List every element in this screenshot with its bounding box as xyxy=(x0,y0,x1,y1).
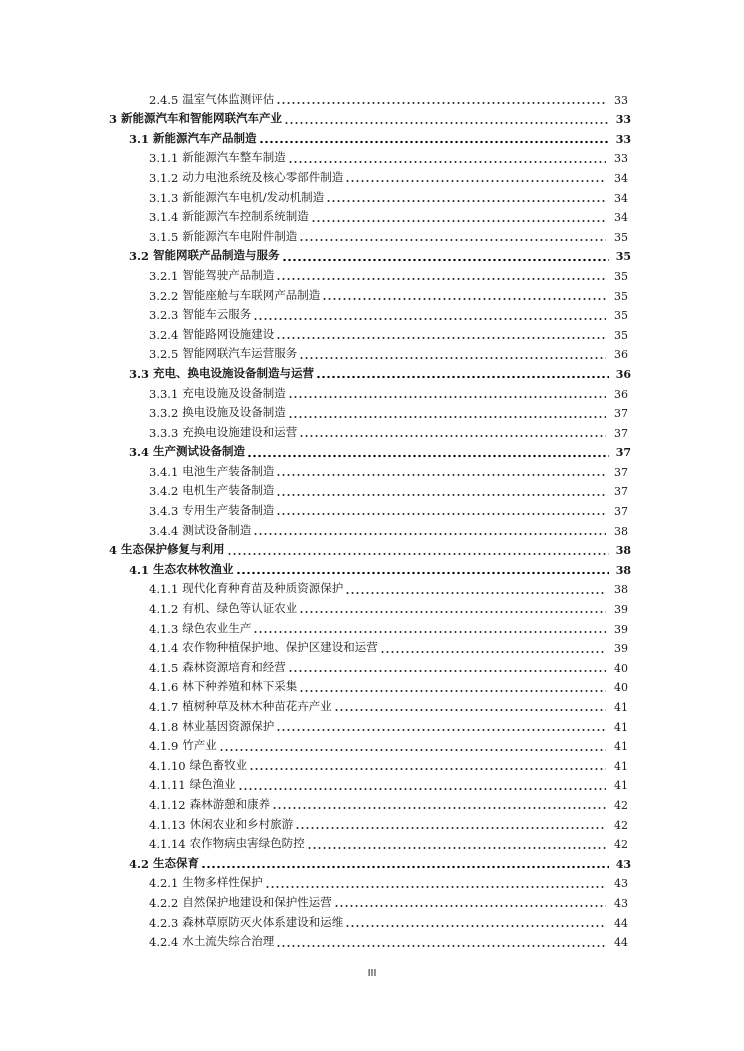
toc-entry[interactable] xyxy=(0,832,744,852)
dot-leader xyxy=(247,440,609,460)
dot-leader xyxy=(276,87,606,107)
toc-entry-number: 3.4 xyxy=(129,445,150,460)
toc-entry-title: 充电设施及设备制造 xyxy=(182,385,286,400)
toc-entry-title: 林下种养殖和林下采集 xyxy=(182,679,298,694)
dot-leader xyxy=(299,342,606,362)
toc-entry-number: 3.1.1 xyxy=(149,151,179,166)
toc-entry-page-number: 36 xyxy=(614,387,628,401)
toc-entry-title: 绿色农业生产 xyxy=(182,620,252,635)
toc-entry-title: 测试设备制造 xyxy=(182,522,252,537)
toc-entry[interactable] xyxy=(0,381,744,401)
toc-entry-title: 生态保护修复与利用 xyxy=(121,542,225,557)
toc-entry[interactable] xyxy=(0,557,744,577)
toc-entry[interactable] xyxy=(0,303,744,323)
dot-leader xyxy=(282,244,609,264)
toc-entry-page-number: 35 xyxy=(614,269,628,283)
toc-entry-page-number: 34 xyxy=(614,211,628,225)
toc-entry-number: 4.1 xyxy=(129,562,150,577)
dot-leader xyxy=(345,577,606,597)
dot-leader xyxy=(322,283,606,303)
toc-entry[interactable] xyxy=(0,165,744,185)
toc-entry-number: 4.1.12 xyxy=(149,797,186,812)
toc-entry[interactable] xyxy=(0,244,744,264)
toc-entry-title: 电机生产装备制造 xyxy=(182,483,275,498)
dot-leader xyxy=(276,322,606,342)
dot-leader xyxy=(307,832,606,852)
toc-entry-title: 农作物病虫害绿色防控 xyxy=(189,836,305,851)
toc-entry-number: 3.4.4 xyxy=(149,523,179,538)
toc-entry[interactable] xyxy=(0,146,744,166)
toc-entry-number: 4.2.1 xyxy=(149,876,179,891)
toc-entry-page-number: 41 xyxy=(614,779,628,793)
toc-entry-page-number: 41 xyxy=(614,740,628,754)
toc-entry[interactable] xyxy=(0,185,744,205)
toc-entry-number: 3.2.4 xyxy=(149,327,179,342)
toc-entry-title: 生态保育 xyxy=(153,855,200,870)
toc-entry-title: 竹产业 xyxy=(182,738,217,753)
toc-entry-number: 3 xyxy=(109,112,118,127)
toc-entry-number: 3.1 xyxy=(129,131,150,146)
toc-entry-page-number: 38 xyxy=(615,544,631,558)
dot-leader xyxy=(295,812,606,832)
dot-leader xyxy=(276,930,606,950)
toc-entry-page-number: 35 xyxy=(615,250,631,264)
toc-entry-page-number: 41 xyxy=(614,701,628,714)
toc-entry-title: 专用生产装备制造 xyxy=(182,503,275,518)
toc-entry-title: 现代化育种育苗及种质资源保护 xyxy=(182,581,344,596)
toc-entry-number: 4.1.13 xyxy=(149,817,186,832)
dot-leader xyxy=(201,851,609,871)
dot-leader xyxy=(345,910,606,930)
toc-entry-number: 3.3.3 xyxy=(149,425,179,440)
dot-leader xyxy=(219,734,606,754)
dot-leader xyxy=(311,205,606,225)
toc-entry-page-number: 39 xyxy=(614,642,628,656)
toc-entry[interactable] xyxy=(0,851,744,871)
dot-leader xyxy=(316,361,609,381)
dot-leader xyxy=(288,381,606,401)
toc-entry-page-number: 42 xyxy=(614,798,628,812)
toc-entry-page-number: 42 xyxy=(614,838,628,852)
toc-entry[interactable] xyxy=(0,205,744,225)
toc-entry[interactable] xyxy=(0,655,744,675)
toc-entry[interactable] xyxy=(0,224,744,244)
toc-entry-title: 生产测试设备制造 xyxy=(153,444,246,459)
toc-entry-number: 2.4.5 xyxy=(149,92,179,107)
toc-entry-title: 森林草原防灭火体系建设和运维 xyxy=(182,914,344,929)
toc-entry-title: 充电、换电设施设备制造与运营 xyxy=(153,365,315,380)
toc-entry[interactable] xyxy=(0,714,744,734)
toc-entry-page-number: 37 xyxy=(614,505,628,519)
toc-entry-title: 新能源汽车整车制造 xyxy=(182,150,286,165)
toc-entry-page-number: 34 xyxy=(614,191,628,205)
toc-entry-number: 4.1.6 xyxy=(149,680,179,695)
dot-leader xyxy=(272,792,606,812)
toc-entry-title: 有机、绿色等认证农业 xyxy=(182,601,298,616)
table-of-contents xyxy=(0,87,744,949)
dot-leader xyxy=(299,596,606,616)
toc-entry-title: 新能源汽车和智能网联汽车产业 xyxy=(121,111,283,126)
toc-entry-number: 4.1.4 xyxy=(149,641,179,656)
toc-entry-page-number: 43 xyxy=(615,857,631,871)
toc-entry-title: 智能座舱与车联网产品制造 xyxy=(182,287,321,302)
toc-entry-title: 休闲农业和乡村旅游 xyxy=(189,816,294,831)
toc-entry-page-number: 40 xyxy=(614,681,628,695)
toc-entry[interactable] xyxy=(0,871,744,891)
toc-entry[interactable] xyxy=(0,87,744,107)
toc-entry[interactable] xyxy=(0,812,744,832)
toc-entry-page-number: 35 xyxy=(614,328,628,342)
toc-entry-page-number: 41 xyxy=(614,759,628,773)
toc-entry-page-number: 35 xyxy=(614,230,628,244)
toc-entry-number: 3.2.5 xyxy=(149,347,179,362)
toc-entry-number: 4.2.2 xyxy=(149,895,179,910)
toc-entry[interactable] xyxy=(0,107,744,127)
toc-entry-title: 林业基因资源保护 xyxy=(182,718,275,733)
dot-leader xyxy=(265,871,606,891)
toc-entry-number: 4.1.2 xyxy=(149,602,179,617)
toc-entry-title: 自然保护地建设和保护性运营 xyxy=(182,894,332,909)
toc-entry-title: 充换电设施建设和运营 xyxy=(182,424,298,439)
dot-leader xyxy=(284,107,609,127)
toc-entry-title: 智能路网设施建设 xyxy=(182,326,275,341)
toc-entry-page-number: 36 xyxy=(614,348,628,362)
toc-entry-number: 3.2.3 xyxy=(149,308,179,323)
toc-entry-page-number: 37 xyxy=(614,485,628,499)
dot-leader xyxy=(299,675,606,695)
toc-entry-page-number: 35 xyxy=(614,289,628,303)
toc-entry[interactable] xyxy=(0,459,744,479)
dot-leader xyxy=(288,401,606,421)
toc-entry-title: 新能源汽车电机/发动机制造 xyxy=(182,189,325,204)
toc-entry[interactable] xyxy=(0,479,744,499)
toc-entry[interactable] xyxy=(0,518,744,538)
toc-entry-page-number: 42 xyxy=(614,818,628,832)
dot-leader xyxy=(299,224,606,244)
dot-leader xyxy=(276,459,606,479)
toc-entry-title: 生态农林牧渔业 xyxy=(153,561,234,576)
toc-entry[interactable] xyxy=(0,577,744,597)
toc-entry-page-number: 37 xyxy=(615,446,631,460)
toc-entry-title: 动力电池系统及核心零部件制造 xyxy=(182,169,344,184)
toc-entry-number: 4 xyxy=(109,543,118,558)
toc-entry-title: 森林游憩和康养 xyxy=(189,796,271,811)
toc-entry-page-number: 39 xyxy=(614,622,628,636)
toc-entry[interactable] xyxy=(0,498,744,518)
toc-entry-number: 3.1.2 xyxy=(149,170,179,185)
dot-leader xyxy=(249,753,606,773)
dot-leader xyxy=(238,773,606,793)
toc-entry-title: 智能网联产品制造与服务 xyxy=(153,248,280,263)
toc-entry-number: 4.1.11 xyxy=(149,778,186,793)
dot-leader xyxy=(276,263,606,283)
toc-entry-number: 4.1.14 xyxy=(149,837,186,852)
toc-entry[interactable] xyxy=(0,773,744,793)
toc-entry-number: 3.3 xyxy=(129,366,150,381)
toc-entry-title: 智能车云服务 xyxy=(182,307,252,322)
toc-entry[interactable] xyxy=(0,361,744,381)
toc-entry-number: 4.2.3 xyxy=(149,915,179,930)
toc-entry-page-number: 35 xyxy=(614,309,628,323)
dot-leader xyxy=(253,616,606,636)
toc-entry-title: 生物多样性保护 xyxy=(182,875,263,890)
toc-entry-number: 3.3.2 xyxy=(149,406,179,421)
dot-leader xyxy=(253,518,606,538)
toc-entry-page-number: 33 xyxy=(615,132,631,146)
toc-entry[interactable] xyxy=(0,734,744,754)
toc-entry-title: 水土流失综合治理 xyxy=(182,934,275,949)
toc-entry-page-number: 38 xyxy=(614,583,628,597)
toc-entry-title: 电池生产装备制造 xyxy=(182,463,275,478)
toc-entry-number: 4.1.5 xyxy=(149,660,179,675)
toc-entry-page-number: 38 xyxy=(615,563,631,577)
toc-entry-page-number: 33 xyxy=(614,93,628,107)
dot-leader xyxy=(345,165,606,185)
dot-leader xyxy=(276,498,606,518)
dot-leader xyxy=(253,303,606,323)
toc-entry-page-number: 33 xyxy=(614,152,628,166)
page-number-footer: III xyxy=(367,968,377,979)
toc-entry-number: 3.2 xyxy=(129,249,150,264)
toc-entry[interactable] xyxy=(0,694,744,714)
toc-entry-number: 3.3.1 xyxy=(149,386,179,401)
toc-entry-title: 绿色畜牧业 xyxy=(189,757,248,772)
toc-entry-page-number: 40 xyxy=(614,661,628,675)
toc-entry[interactable] xyxy=(0,910,744,930)
toc-entry-title: 农作物种植保护地、保护区建设和运营 xyxy=(182,640,378,655)
toc-entry-number: 3.4.2 xyxy=(149,484,179,499)
toc-entry-page-number: 41 xyxy=(614,720,628,734)
toc-entry-number: 4.2 xyxy=(129,856,150,871)
toc-entry[interactable] xyxy=(0,636,744,656)
toc-entry-page-number: 43 xyxy=(614,896,628,910)
toc-entry[interactable] xyxy=(0,283,744,303)
toc-entry-page-number: 34 xyxy=(614,171,628,185)
toc-entry-number: 4.1.7 xyxy=(149,700,179,714)
toc-entry-page-number: 44 xyxy=(614,936,628,950)
toc-entry[interactable] xyxy=(0,538,744,558)
toc-entry[interactable] xyxy=(0,440,744,460)
dot-leader xyxy=(276,714,606,734)
dot-leader xyxy=(334,890,606,910)
dot-leader xyxy=(288,146,606,166)
toc-entry-page-number: 33 xyxy=(615,113,631,127)
toc-entry[interactable] xyxy=(0,322,744,342)
toc-entry-number: 3.2.2 xyxy=(149,288,179,303)
toc-entry-number: 4.1.8 xyxy=(149,719,179,734)
toc-entry-title: 温室气体监测评估 xyxy=(182,91,275,106)
dot-leader xyxy=(288,655,606,675)
toc-entry-title: 新能源汽车产品制造 xyxy=(153,130,257,145)
toc-entry[interactable] xyxy=(0,890,744,910)
toc-entry-page-number: 37 xyxy=(614,465,628,479)
toc-entry-page-number: 44 xyxy=(614,916,628,930)
toc-entry[interactable] xyxy=(0,616,744,636)
toc-entry-page-number: 39 xyxy=(614,603,628,617)
dot-leader xyxy=(259,126,609,146)
toc-entry-number: 4.1.3 xyxy=(149,621,179,636)
dot-leader xyxy=(276,479,606,499)
toc-entry-page-number: 36 xyxy=(615,367,631,381)
toc-entry-number: 3.1.3 xyxy=(149,190,179,205)
toc-entry-number: 4.1.9 xyxy=(149,739,179,754)
toc-entry[interactable] xyxy=(0,753,744,773)
toc-entry-number: 3.4.1 xyxy=(149,464,179,479)
dot-leader xyxy=(326,185,606,205)
toc-entry-page-number: 37 xyxy=(614,407,628,421)
dot-leader xyxy=(299,420,606,440)
dot-leader xyxy=(236,557,609,577)
toc-entry-title: 新能源汽车控制系统制造 xyxy=(182,209,309,224)
toc-entry-page-number: 37 xyxy=(614,426,628,440)
toc-entry-title: 绿色渔业 xyxy=(189,777,236,792)
toc-entry-number: 3.2.1 xyxy=(149,268,179,283)
toc-entry[interactable] xyxy=(0,401,744,421)
toc-entry[interactable] xyxy=(0,596,744,616)
toc-entry-number: 4.1.1 xyxy=(149,582,179,597)
toc-entry[interactable] xyxy=(0,792,744,812)
toc-entry-number: 3.1.5 xyxy=(149,229,179,244)
toc-entry-title: 智能网联汽车运营服务 xyxy=(182,346,298,361)
dot-leader xyxy=(380,636,606,656)
toc-entry-number: 4.1.10 xyxy=(149,758,186,773)
toc-entry-number: 4.2.4 xyxy=(149,935,179,950)
toc-entry[interactable] xyxy=(0,126,744,146)
toc-entry[interactable] xyxy=(0,263,744,283)
toc-entry-title: 新能源汽车电附件制造 xyxy=(182,228,298,243)
toc-entry-page-number: 38 xyxy=(614,524,628,538)
toc-entry[interactable] xyxy=(0,675,744,695)
toc-entry[interactable] xyxy=(0,342,744,362)
toc-entry-title: 森林资源培育和经营 xyxy=(182,659,286,674)
toc-entry[interactable] xyxy=(0,420,744,440)
dot-leader xyxy=(334,694,606,714)
toc-entry-number: 3.1.4 xyxy=(149,210,179,225)
toc-entry-number: 3.4.3 xyxy=(149,504,179,519)
toc-entry-title: 植树种草及林木种苗花卉产业 xyxy=(182,699,332,713)
toc-entry-page-number: 43 xyxy=(614,877,628,891)
toc-entry-title: 智能驾驶产品制造 xyxy=(182,267,275,282)
toc-entry-title: 换电设施及设备制造 xyxy=(182,405,286,420)
dot-leader xyxy=(227,538,609,558)
toc-entry[interactable] xyxy=(0,930,744,950)
